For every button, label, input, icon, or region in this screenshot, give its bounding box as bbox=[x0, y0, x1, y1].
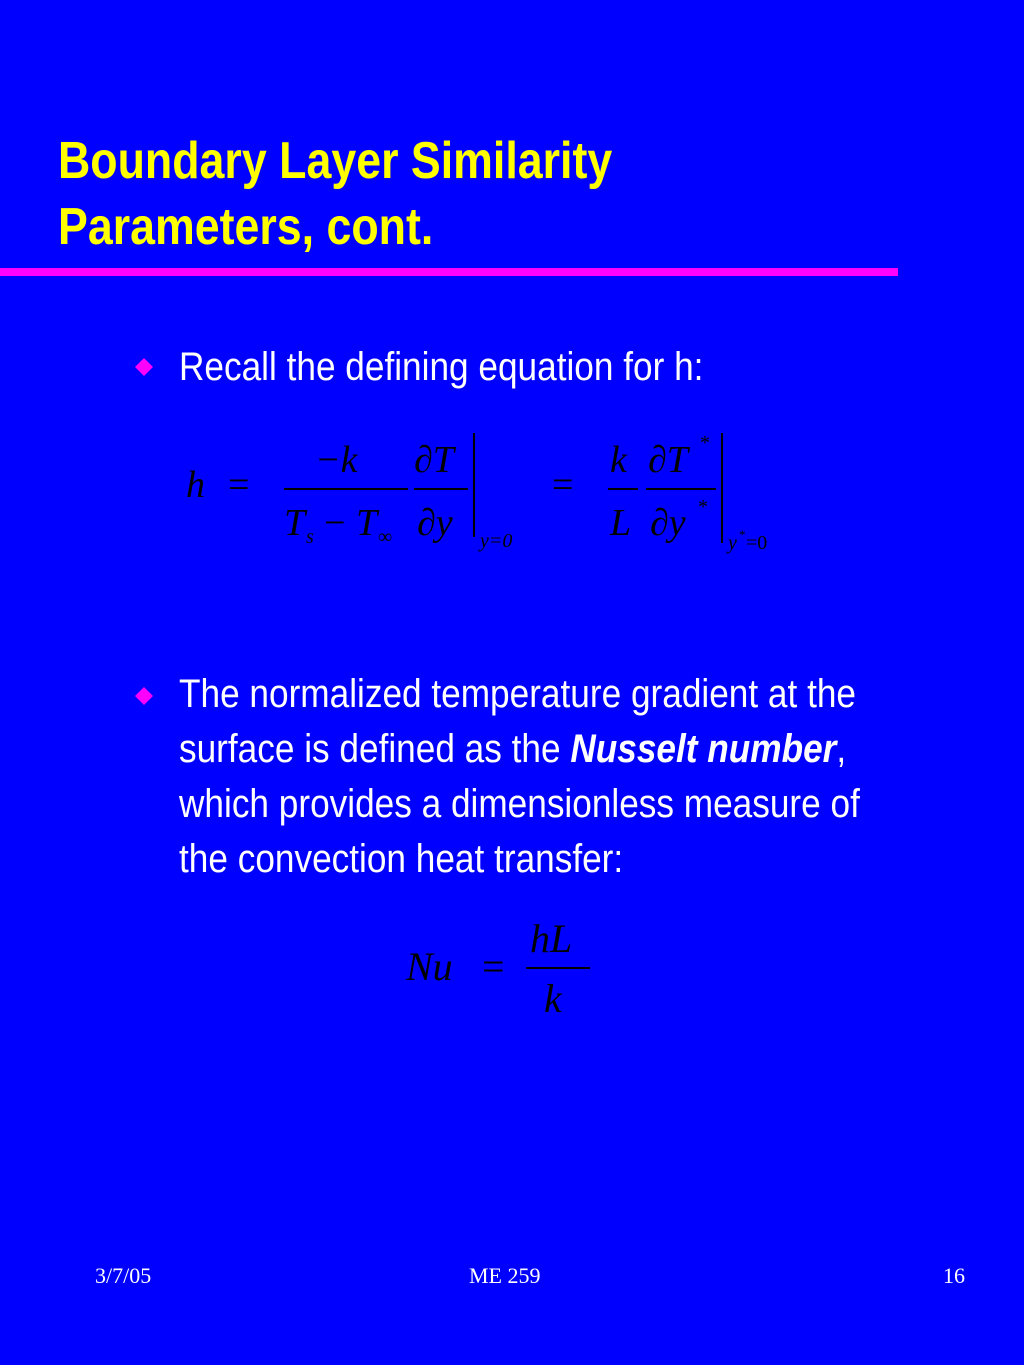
eq-k: k bbox=[610, 439, 627, 481]
eq-Nu: Nu bbox=[406, 944, 453, 989]
bullet2-line-2-pre: surface is defined as the bbox=[179, 727, 571, 771]
eq-subscript-inf: ∞ bbox=[378, 526, 393, 548]
eq-partial-y: ∂y bbox=[417, 502, 453, 544]
eq-equals-2: = bbox=[552, 464, 574, 506]
bullet2-line-3: which provides a dimensionless measure of bbox=[179, 782, 860, 826]
eq-subscript-s: s bbox=[306, 526, 314, 548]
eq-k-denominator: k bbox=[544, 976, 562, 1021]
bullet-nusselt-text bbox=[179, 667, 860, 887]
footer-course: ME 259 bbox=[469, 1263, 541, 1288]
bullet-recall-text: Recall the defining equation for h: bbox=[179, 345, 704, 389]
bullet2-line-2-post: , bbox=[836, 727, 847, 771]
eq-partial-ystar: ∂y bbox=[650, 502, 686, 544]
bullet2-line-4: the convection heat transfer: bbox=[179, 837, 624, 881]
eq-eval-ystar: y bbox=[728, 532, 737, 554]
footer-page-number: 16 bbox=[943, 1263, 965, 1288]
diamond-icon bbox=[135, 358, 153, 376]
title-line-2: Parameters, cont. bbox=[58, 198, 434, 256]
footer-date: 3/7/05 bbox=[95, 1263, 152, 1288]
eq-star-2: * bbox=[698, 496, 708, 518]
slide-title bbox=[58, 128, 798, 260]
eq-star-1: * bbox=[700, 432, 710, 454]
eq-partial-Tstar: ∂T bbox=[648, 439, 688, 481]
eq-equals-3: = bbox=[482, 944, 505, 989]
title-underline bbox=[0, 268, 898, 276]
title-line-1: Boundary Layer Similarity bbox=[58, 132, 613, 190]
eq-eval-y0: y=0 bbox=[480, 530, 513, 552]
equation-h-definition bbox=[180, 425, 800, 560]
eq-Tinf: T bbox=[356, 502, 378, 544]
eq-eval-ystar-rest: =0 bbox=[746, 532, 768, 554]
eq-h: h bbox=[186, 464, 205, 506]
eq-star-3: * bbox=[739, 527, 746, 542]
eq-partial-T: ∂T bbox=[414, 439, 454, 481]
eq-equals-1: = bbox=[228, 464, 250, 506]
diamond-icon bbox=[135, 687, 153, 705]
bullet2-line-2 bbox=[179, 722, 860, 777]
bullet2-line-1: The normalized temperature gradient at the bbox=[179, 672, 857, 716]
nusselt-number-term: Nusselt number bbox=[570, 727, 837, 771]
eq-minus: − bbox=[324, 502, 346, 544]
equation-nusselt bbox=[400, 912, 600, 1022]
eq-hL: hL bbox=[530, 916, 573, 961]
eq-Ts: T bbox=[284, 502, 306, 544]
eq-L: L bbox=[610, 502, 632, 544]
eq-numerator-k: −k bbox=[315, 439, 358, 481]
